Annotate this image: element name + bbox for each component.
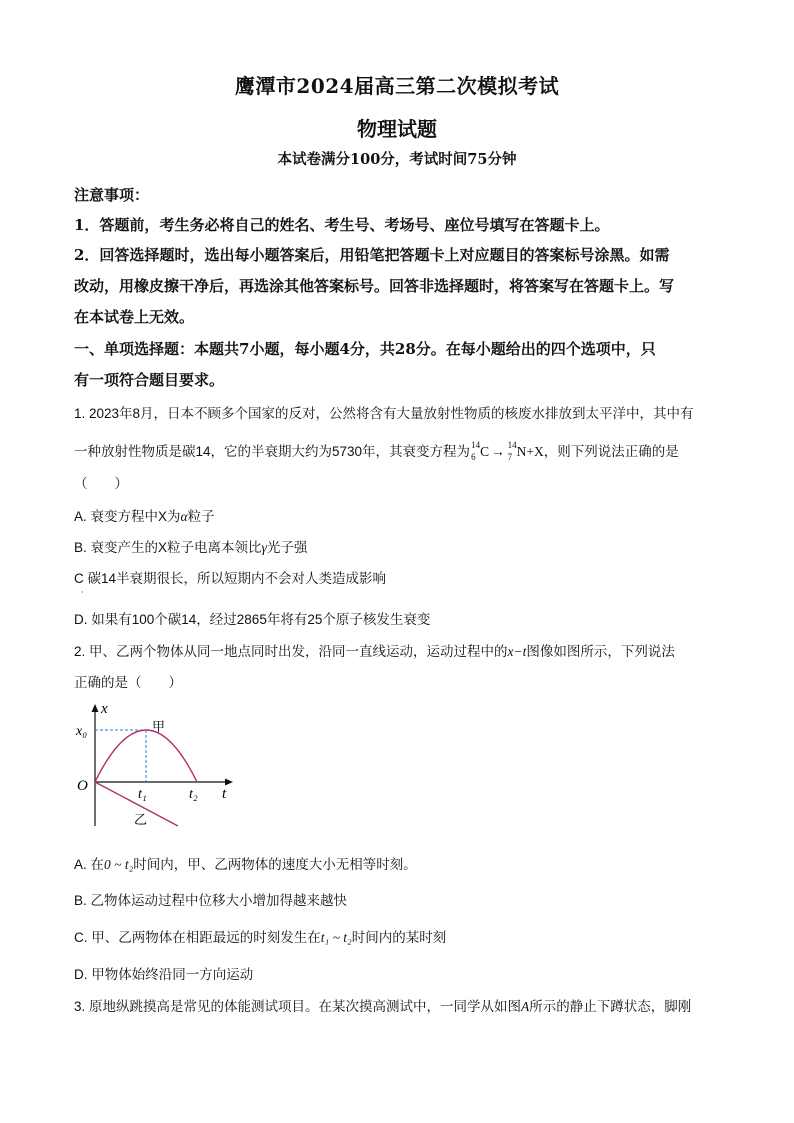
note-item-2-line-3: 在本试卷上无效。: [74, 308, 195, 326]
x-t-graph: [74, 700, 244, 835]
q2-option-d: D. 甲物体始终沿同一方向运动: [74, 967, 254, 982]
section-heading-line-1: 一、单项选择题：本题共7小题，每小题4分，共28分。在每小题给出的四个选项中，只: [74, 340, 656, 358]
q2-option-b: B. 乙物体运动过程中位移大小增加得越来越快: [74, 893, 348, 908]
t2-label: t₂: [189, 787, 198, 802]
origin-label: O: [77, 778, 88, 794]
notes-heading: 注意事项：: [74, 186, 150, 204]
x-axis-label: x: [101, 701, 108, 717]
q1-stem-text: 一种放射性物质是碳14，它的半衰期大约为5730年，其衰变方程为: [74, 444, 471, 459]
q1-option-c: C 碳14半衰期很长，所以短期内不会对人类造成影响: [74, 571, 387, 586]
nitrogen-nuclide: 14 7 N: [507, 440, 527, 462]
q1-answer-paren: （ ）: [74, 476, 128, 491]
q1-stem-line-2: 一种放射性物质是碳14，它的半衰期大约为5730年，其衰变方程为 14 6 C → 14 7 N+X，则下列说法正确的是: [74, 440, 679, 462]
stray-dot: ·: [81, 588, 84, 597]
q2-stem-line-1: 2. 甲、乙两个物体从同一地点同时出发，沿同一直线运动，运动过程中的x−t图像如图所示，下列说法: [74, 644, 675, 659]
decay-equation: 14 6 C → 14 7 N+X: [471, 440, 544, 462]
exam-title: 鹰潭市2024届高三第二次模拟考试: [234, 74, 560, 98]
t1-label: t₁: [138, 787, 147, 802]
note-item-2-line-1: 2．回答选择题时，选出每小题答案后，用铅笔把答题卡上对应题目的答案标号涂黑。如需: [74, 246, 670, 264]
q2-stem-line-2: 正确的是（ ）: [74, 675, 182, 690]
exam-info: 本试卷满分100分，考试时间75分钟: [277, 151, 517, 168]
q1-stem-line-1: 1. 2023年8月，日本不顾多个国家的反对，公然将含有大量放射性物质的核废水排放到太平洋中，其中有: [74, 406, 694, 421]
x0-label: x₀: [76, 724, 88, 739]
q1-option-b: B. 衰变产生的X粒子电离本领比γ光子强: [74, 540, 308, 555]
yi-label: 乙: [134, 813, 148, 828]
jia-label: 甲: [152, 720, 166, 735]
q3-stem-line-1: 3. 原地纵跳摸高是常见的体能测试项目。在某次摸高测试中，一同学从如图A所示的静止下蹲状态，脚刚: [74, 999, 692, 1014]
t-axis-label: t: [222, 786, 227, 802]
vertical-axis-arrow: [92, 704, 99, 712]
q1-option-d: D. 如果有100个碳14，经过2865年将有25个原子核发生衰变: [74, 612, 431, 627]
note-item-1: 1．答题前，考生务必将自己的姓名、考生号、考场号、座位号填写在答题卡上。: [74, 216, 610, 234]
arrow-icon: →: [491, 444, 505, 459]
carbon-nuclide: 14 6 C: [471, 440, 490, 462]
note-item-2-line-2: 改动，用橡皮擦干净后，再选涂其他答案标号。回答非选择题时，将答案写在答题卡上。写: [74, 277, 675, 295]
q2-option-c: C. 甲、乙两物体在相距最远的时刻发生在t₁ ~ t₂时间内的某时刻: [74, 930, 447, 945]
horizontal-axis-arrow: [225, 779, 233, 786]
q2-option-a: A. 在0 ~ t₂时间内，甲、乙两物体的速度大小无相等时刻。: [74, 857, 417, 872]
subject-title: 物理试题: [357, 117, 437, 141]
q1-option-a: A. 衰变方程中X为α粒子: [74, 509, 215, 524]
section-heading-line-2: 有一项符合题目要求。: [74, 371, 225, 389]
